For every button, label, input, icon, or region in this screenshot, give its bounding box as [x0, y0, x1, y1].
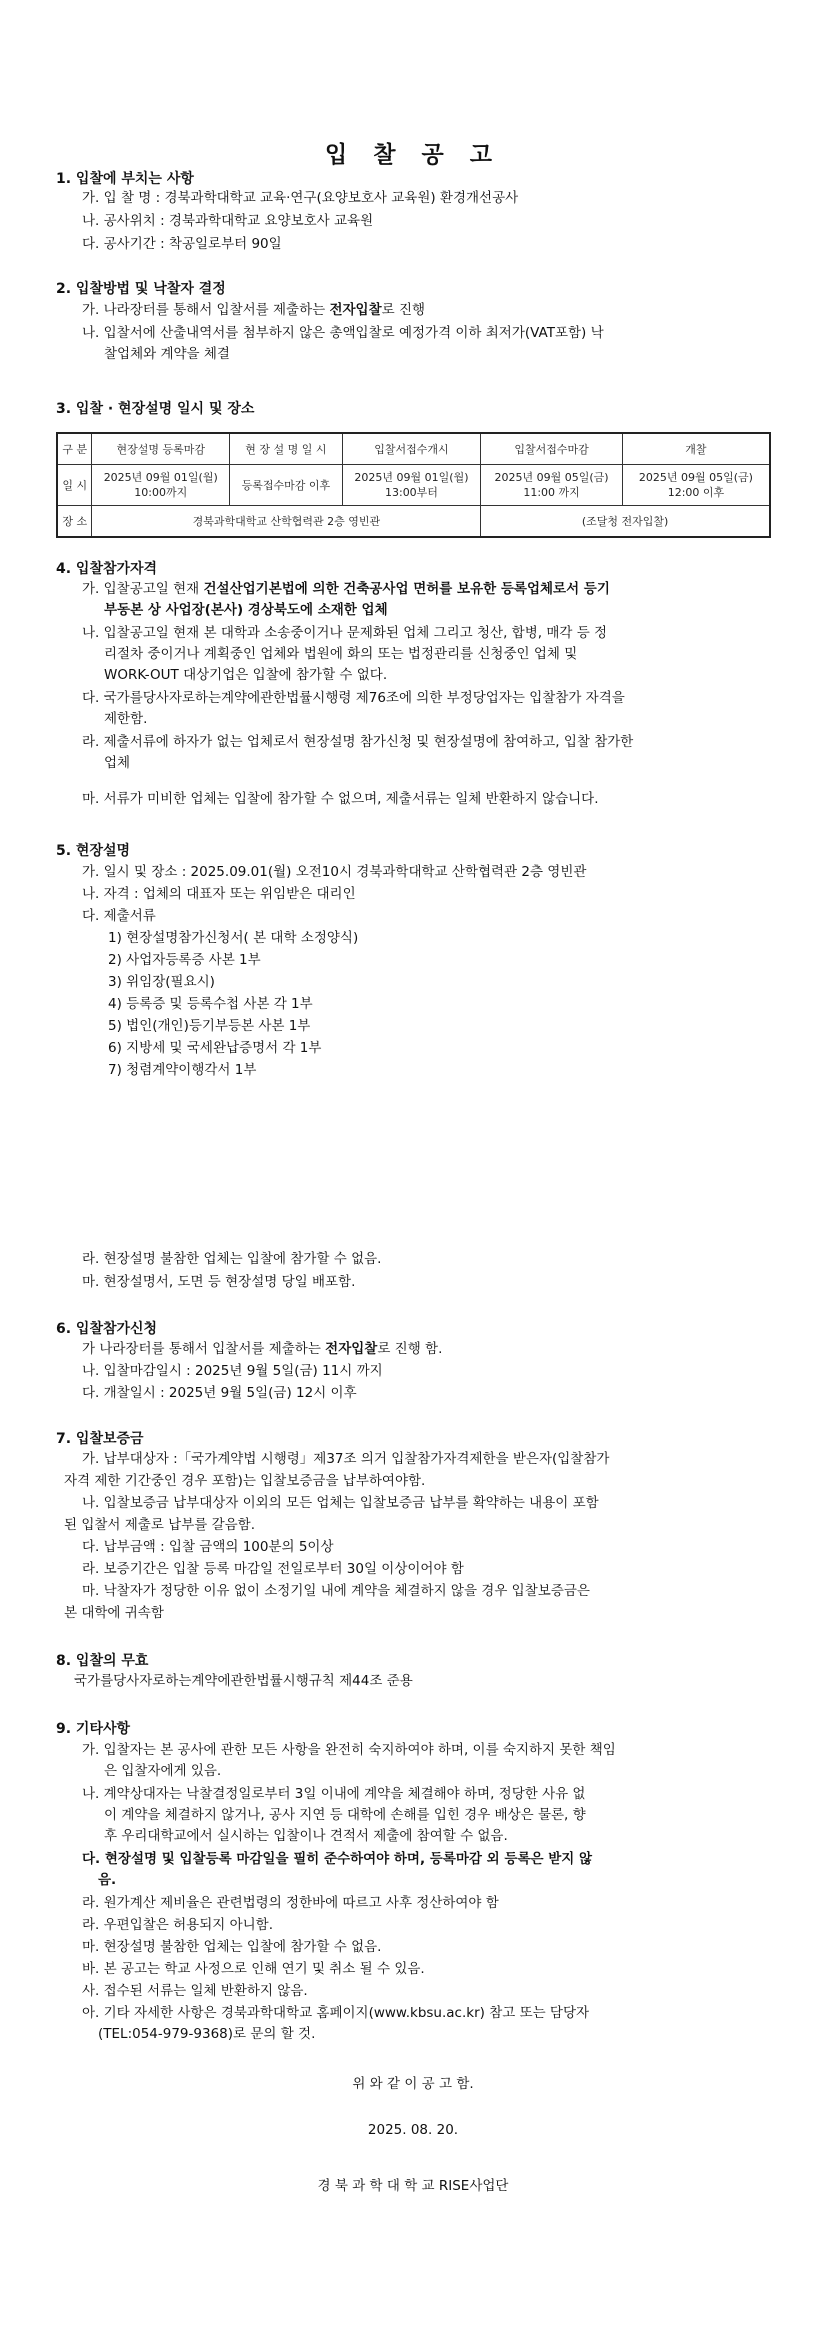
s9-item-e: 라. 우편입찰은 허용되지 아니함. [82, 1917, 273, 1933]
s1-item-a: 가. 입 찰 명 : 경북과학대학교 교육·연구(요양보호사 교육원) 환경개선공사 [82, 190, 519, 206]
s5-item-e: 마. 현장설명서, 도면 등 현장설명 당일 배포함. [82, 1274, 356, 1290]
table-header: 구 분 [57, 433, 92, 465]
s5-item-b: 나. 자격 : 업체의 대표자 또는 위임받은 대리인 [82, 886, 356, 902]
s4-item-c-line1: 다. 국가를당사자로하는계약에관한법률시행령 제76조에 의한 부정당업자는 입찰참가 자격을 [82, 690, 625, 706]
issuing-organization: 경 북 과 학 대 학 교 RISE사업단 [317, 2178, 509, 2194]
s9-item-i-line1: 아. 기타 자세한 사항은 경북과학대학교 홈페이지(www.kbsu.ac.kr) 참고 또는 담당자 [82, 2005, 590, 2021]
s8-item-a: 국가를당사자로하는계약에관한법률시행규칙 제44조 준용 [74, 1673, 413, 1689]
notice-date: 2025. 08. 20. [367, 2122, 459, 2138]
s2-item-a: 가. 나라장터를 통해서 입찰서를 제출하는 전자입찰로 진행 [82, 302, 426, 318]
s9-item-c-line2: 음. [98, 1872, 117, 1888]
s5-doc-item: 2) 사업자등록증 사본 1부 [108, 952, 261, 968]
s9-item-f: 마. 현장설명 불참한 업체는 입찰에 참가할 수 없음. [82, 1939, 382, 1955]
section-5-heading: 5. 현장설명 [56, 843, 131, 859]
s5-doc-item: 4) 등록증 및 등록수첩 사본 각 1부 [108, 996, 313, 1012]
s9-item-h: 사. 접수된 서류는 일체 반환하지 않음. [82, 1983, 308, 1999]
s9-item-a-line1: 가. 입찰자는 본 공사에 관한 모든 사항을 완전히 숙지하여야 하며, 이를 숙지하지 못한 책임 [82, 1742, 616, 1758]
table-cell: 등록접수마감 이후 [230, 465, 343, 506]
table-cell: 2025년 09월 01일(월) 10:00까지 [92, 465, 230, 506]
s7-item-a-line1: 가. 납부대상자 :「국가계약법 시행령」제37조 의거 입찰참가자격제한을 받은자(입찰참가 [82, 1451, 610, 1467]
s7-item-c: 다. 납부금액 : 입찰 금액의 100분의 5이상 [82, 1539, 334, 1555]
s7-item-d: 라. 보증기간은 입찰 등록 마감일 전일로부터 30일 이상이어야 함 [82, 1561, 464, 1577]
schedule-table [56, 432, 771, 538]
s2-item-b-line1: 나. 입찰서에 산출내역서를 첨부하지 않은 총액입찰로 예정가격 이하 최저가(VAT포함) 낙 [82, 325, 604, 341]
table-header: 현장설명 등록마감 [92, 433, 230, 465]
s9-item-d: 라. 원가계산 제비율은 관련법령의 정한바에 따르고 사후 정산하여야 함 [82, 1895, 499, 1911]
s4-item-d-line2: 업체 [104, 755, 131, 771]
s7-item-b-line2: 된 입찰서 제출로 납부를 갈음함. [64, 1517, 255, 1533]
table-header: 입찰서접수개시 [342, 433, 481, 465]
section-3-heading: 3. 입찰 · 현장설명 일시 및 장소 [56, 401, 255, 417]
table-cell-site-place: 경북과학대학교 산학협력관 2층 영빈관 [92, 506, 481, 538]
s4-item-d-line1: 라. 제출서류에 하자가 없는 업체로서 현장설명 참가신청 및 현장설명에 참여하고, 입찰 참가한 [82, 734, 634, 750]
table-cell-bid-place: (조달청 전자입찰) [481, 506, 770, 538]
s9-item-b-line3: 후 우리대학교에서 실시하는 입찰이나 견적서 제출에 참여할 수 없음. [104, 1828, 508, 1844]
s1-item-b: 나. 공사위치 : 경북과학대학교 요양보호사 교육원 [82, 213, 374, 229]
s5-item-a: 가. 일시 및 장소 : 2025.09.01(월) 오전10시 경북과학대학교 산학협력관 2층 영빈관 [82, 864, 587, 880]
row-label-place: 장 소 [57, 506, 92, 538]
s2-item-b-line2: 찰업체와 계약을 체결 [104, 346, 230, 362]
s5-doc-item: 7) 청렴계약이행각서 1부 [108, 1062, 257, 1078]
s5-doc-item: 1) 현장설명참가신청서( 본 대학 소정양식) [108, 930, 359, 946]
s9-item-b-line1: 나. 계약상대자는 낙찰결정일로부터 3일 이내에 계약을 체결해야 하며, 정당한 사유 없 [82, 1786, 586, 1802]
s6-item-a: 가 나라장터를 통해서 입찰서를 제출하는 전자입찰로 진행 함. [82, 1341, 443, 1357]
s4-item-b-line3: WORK-OUT 대상기업은 입찰에 참가할 수 없다. [104, 667, 388, 683]
s5-doc-item: 6) 지방세 및 국세완납증명서 각 1부 [108, 1040, 322, 1056]
section-7-heading: 7. 입찰보증금 [56, 1431, 144, 1447]
table-header: 현 장 설 명 일 시 [230, 433, 343, 465]
s9-item-g: 바. 본 공고는 학교 사정으로 인해 연기 및 취소 될 수 있음. [82, 1961, 425, 1977]
section-8-heading: 8. 입찰의 무효 [56, 1653, 149, 1669]
s4-item-c-line2: 제한함. [104, 711, 148, 727]
table-cell: 2025년 09월 05일(금) 11:00 까지 [481, 465, 623, 506]
table-header: 개찰 [622, 433, 770, 465]
s4-item-b-line2: 리절차 중이거나 계획중인 업체와 법원에 화의 또는 법정관리를 신청중인 업체 및 [104, 646, 578, 662]
s4-item-a-line1: 가. 입찰공고일 현재 건설산업기본법에 의한 건축공사업 면허를 보유한 등록업체로서 등기 [82, 581, 610, 597]
s5-doc-item: 3) 위임장(필요시) [108, 974, 215, 990]
s9-item-b-line2: 이 계약을 체결하지 않거나, 공사 지연 등 대학에 손해를 입힌 경우 배상은 물론, 향 [104, 1807, 586, 1823]
s7-item-b-line1: 나. 입찰보증금 납부대상자 이외의 모든 업체는 입찰보증금 납부를 확약하는 내용이 포함 [82, 1495, 599, 1511]
s7-item-e-line2: 본 대학에 귀속함 [64, 1605, 164, 1621]
s5-item-c: 다. 제출서류 [82, 908, 156, 924]
section-2-heading: 2. 입찰방법 및 낙찰자 결정 [56, 281, 226, 297]
section-1-heading: 1. 입찰에 부치는 사항 [56, 171, 194, 187]
section-6-heading: 6. 입찰참가신청 [56, 1321, 158, 1337]
section-9-heading: 9. 기타사항 [56, 1721, 131, 1737]
s9-item-c-line1: 다. 현장설명 및 입찰등록 마감일을 필히 준수하여야 하며, 등록마감 외 등록은 받지 않 [82, 1851, 593, 1867]
s9-item-i-line2: (TEL:054-979-9368)로 문의 할 것. [98, 2026, 316, 2042]
page-title: 입 찰 공 고 [325, 142, 501, 168]
section-4-heading: 4. 입찰참가자격 [56, 561, 158, 577]
s4-item-a-line2: 부동본 상 사업장(본사) 경상북도에 소재한 업체 [104, 602, 388, 618]
s7-item-a-line2: 자격 제한 기간중인 경우 포함)는 입찰보증금을 납부하여야함. [64, 1473, 426, 1489]
s7-item-e-line1: 마. 낙찰자가 정당한 이유 없이 소정기일 내에 계약을 체결하지 않을 경우 입찰보증금은 [82, 1583, 590, 1599]
table-cell: 2025년 09월 05일(금) 12:00 이후 [622, 465, 770, 506]
s6-item-b: 나. 입찰마감일시 : 2025년 9월 5일(금) 11시 까지 [82, 1363, 383, 1379]
s4-item-e: 마. 서류가 미비한 업체는 입찰에 참가할 수 없으며, 제출서류는 일체 반환하지 않습니다. [82, 791, 599, 807]
table-header: 입찰서접수마감 [481, 433, 623, 465]
s6-item-c: 다. 개찰일시 : 2025년 9월 5일(금) 12시 이후 [82, 1385, 357, 1401]
s5-item-d: 라. 현장설명 불참한 업체는 입찰에 참가할 수 없음. [82, 1251, 382, 1267]
s5-doc-item: 5) 법인(개인)등기부등본 사본 1부 [108, 1018, 311, 1034]
s9-item-a-line2: 은 입찰자에게 있음. [104, 1763, 222, 1779]
s1-item-c: 다. 공사기간 : 착공일로부터 90일 [82, 236, 282, 252]
closing-statement: 위 와 같 이 공 고 함. [352, 2076, 474, 2092]
s4-item-b-line1: 나. 입찰공고일 현재 본 대학과 소송중이거나 문제화된 업체 그리고 청산, 합병, 매각 등 정 [82, 625, 608, 641]
row-label-datetime: 일 시 [57, 465, 92, 506]
table-cell: 2025년 09월 01일(월) 13:00부터 [342, 465, 481, 506]
